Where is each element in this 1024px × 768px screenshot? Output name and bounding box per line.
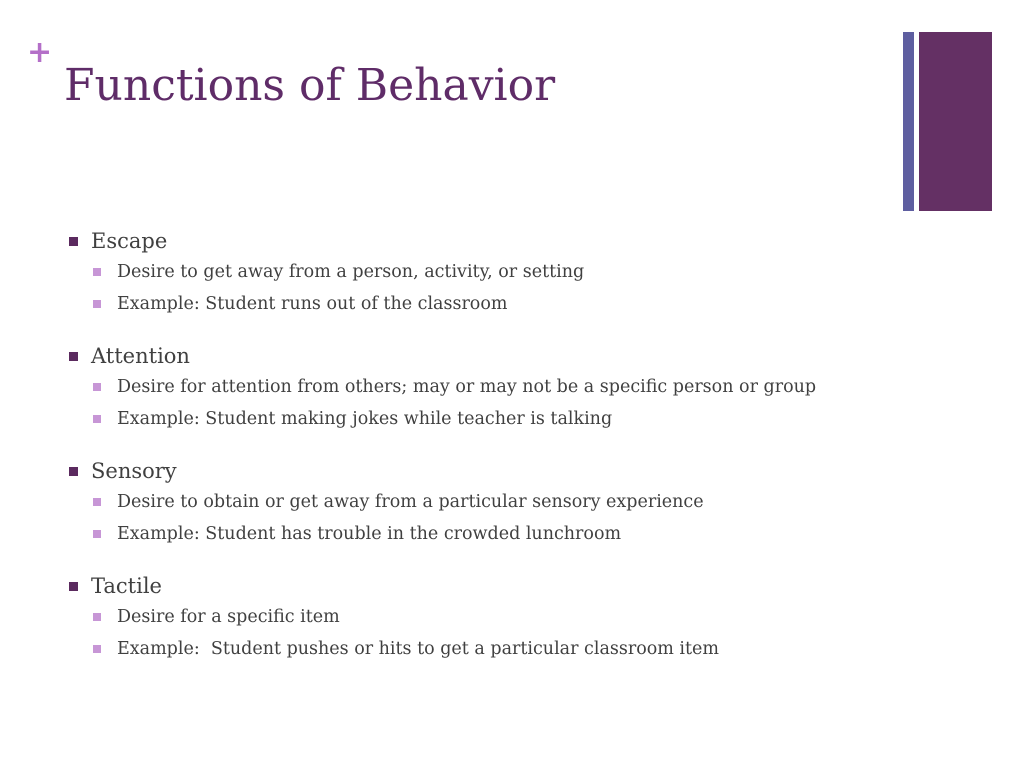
bullet-item-escape [66,226,966,256]
sub-bullet-text: Example: Student making jokes while teacher is talking [117,409,613,429]
bullet-list [66,226,966,686]
bullet-label: Attention [91,344,190,368]
sub-bullet-item [66,633,966,665]
sub-bullet-item [66,486,966,518]
sub-bullet-item [66,371,966,403]
bullet-item-tactile [66,571,966,601]
sub-bullet-text: Example: Student has trouble in the crowded lunchroom [117,524,622,544]
square-bullet-icon [93,498,101,506]
square-bullet-icon [93,383,101,391]
sub-bullet-item [66,518,966,550]
accent-bar-thin [903,32,914,211]
bullet-group-tactile [66,571,966,665]
bullet-group-escape [66,226,966,320]
bullet-group-attention [66,341,966,435]
plus-icon: + [27,35,53,70]
bullet-label: Escape [91,229,168,253]
square-bullet-icon [93,645,101,653]
bullet-label: Tactile [91,574,162,598]
bullet-item-sensory [66,456,966,486]
sub-bullet-item [66,601,966,633]
sub-bullet-item [66,256,966,288]
sub-bullet-text: Example: Student pushes or hits to get a particular classroom item [117,639,720,659]
sub-bullet-item [66,288,966,320]
square-bullet-icon [93,415,101,423]
square-bullet-icon [93,268,101,276]
sub-bullet-item [66,403,966,435]
bullet-label: Sensory [91,459,177,483]
bullet-group-sensory [66,456,966,550]
accent-bar-thick [919,32,992,211]
sub-bullet-text: Example: Student runs out of the classroom [117,294,508,314]
bullet-item-attention [66,341,966,371]
square-bullet-icon [69,352,78,361]
sub-bullet-text: Desire to obtain or get away from a particular sensory experience [117,492,704,512]
sub-bullet-text: Desire to get away from a person, activity, or setting [117,262,585,282]
square-bullet-icon [69,237,78,246]
square-bullet-icon [93,613,101,621]
square-bullet-icon [93,530,101,538]
square-bullet-icon [93,300,101,308]
square-bullet-icon [69,467,78,476]
sub-bullet-text: Desire for attention from others; may or may not be a specific person or group [117,377,817,397]
square-bullet-icon [69,582,78,591]
sub-bullet-text: Desire for a specific item [117,607,340,627]
slide-title: Functions of Behavior [64,60,556,111]
